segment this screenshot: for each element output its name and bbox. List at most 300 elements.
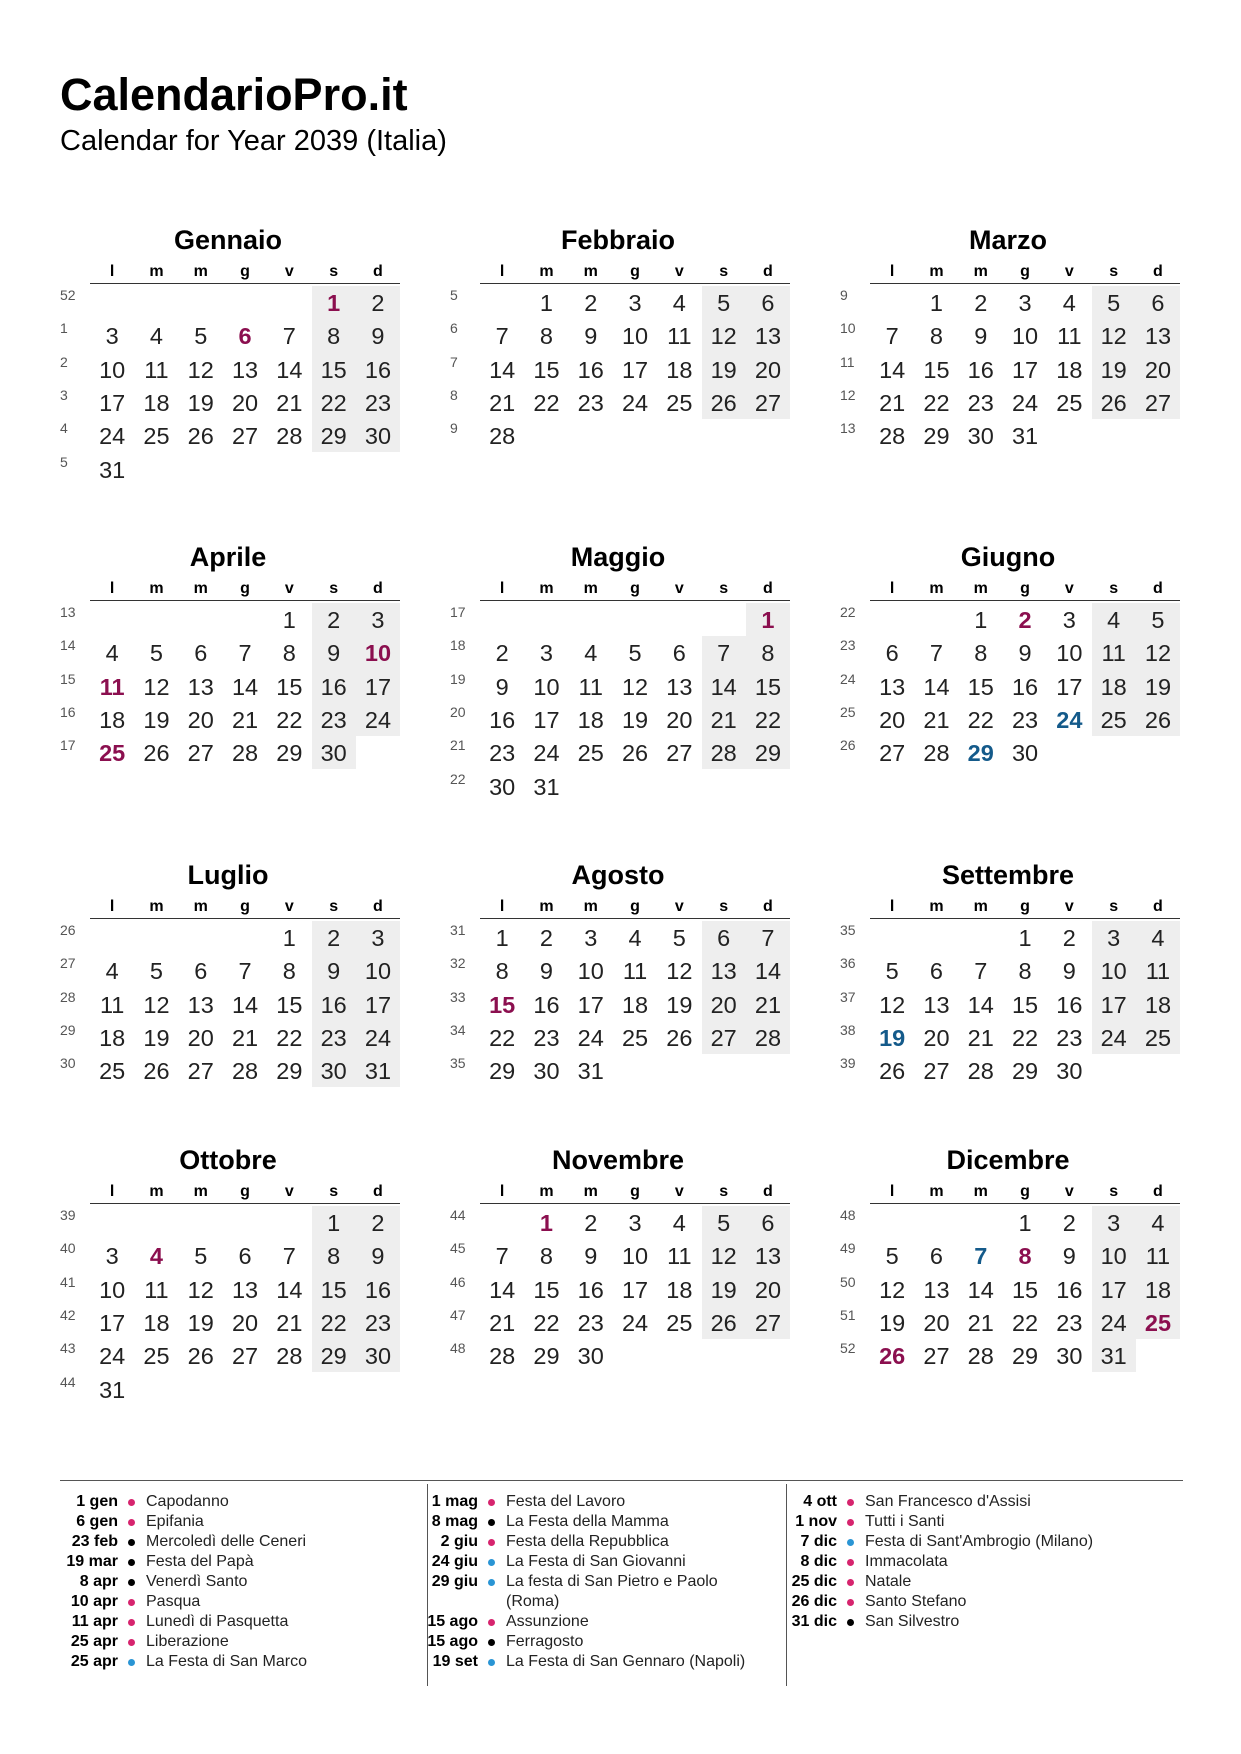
holiday-name: Festa del Papà [146, 1553, 254, 1570]
day-cell: 18 [99, 706, 126, 733]
holiday-date: 8 dic [800, 1553, 837, 1570]
holiday-day-cell: 11 [99, 673, 125, 700]
day-cell: 3 [371, 925, 385, 951]
day-cell: 12 [621, 673, 649, 700]
week-number: 26 [840, 737, 856, 754]
weekday-label: m [149, 263, 164, 280]
day-cell: 12 [879, 991, 906, 1018]
holiday-date: 24 giu [431, 1553, 478, 1570]
holiday-date: 23 feb [71, 1533, 118, 1550]
week-number: 36 [840, 955, 856, 972]
day-cell: 20 [923, 1024, 950, 1051]
day-cell: 4 [584, 640, 598, 667]
holiday-day-cell: 7 [974, 1243, 988, 1270]
day-cell: 9 [1062, 958, 1076, 985]
weekday-header [870, 580, 1180, 601]
day-cell: 30 [577, 1343, 604, 1370]
month-name: Aprile [189, 542, 267, 572]
day-cell: 9 [584, 323, 598, 350]
day-cell: 27 [923, 1343, 950, 1370]
day-cell: 4 [672, 1210, 686, 1236]
day-cell: 17 [1056, 673, 1083, 700]
weekday-header [90, 898, 400, 919]
day-cell: 19 [666, 991, 693, 1018]
day-cell: 21 [967, 1309, 994, 1336]
day-cell: 5 [149, 640, 163, 667]
day-cell: 7 [238, 640, 252, 667]
holiday-date: 1 gen [76, 1493, 118, 1510]
day-cell: 22 [276, 1024, 303, 1051]
day-cell: 26 [187, 423, 214, 450]
day-cell: 27 [187, 1058, 214, 1085]
day-cell: 24 [1100, 1024, 1127, 1051]
weekday-label: l [499, 580, 505, 597]
day-cell: 10 [99, 1276, 126, 1303]
holiday-type-dot-icon [488, 1519, 495, 1526]
day-cell: 21 [923, 706, 950, 733]
day-cell: 9 [495, 673, 509, 700]
weekday-label: d [763, 580, 773, 597]
holiday-day-cell: 2 [1018, 607, 1032, 633]
week-number: 37 [840, 988, 856, 1005]
holiday-date: 29 giu [431, 1573, 478, 1590]
day-cell: 30 [489, 773, 516, 800]
weekday-label: l [109, 580, 115, 597]
week-number: 34 [450, 1021, 466, 1038]
day-cell: 10 [621, 1243, 649, 1270]
week-number: 8 [450, 386, 458, 403]
day-cell: 28 [231, 1058, 259, 1085]
day-cell: 26 [879, 1058, 906, 1085]
day-cell: 24 [533, 740, 560, 767]
day-cell: 31 [364, 1058, 392, 1085]
weekday-label: v [1064, 1183, 1074, 1200]
day-cell: 20 [666, 706, 693, 733]
day-cell: 2 [584, 290, 598, 316]
holiday-day-cell: 8 [1018, 1243, 1032, 1270]
day-cell: 26 [187, 1343, 214, 1370]
day-cell: 25 [666, 389, 693, 416]
day-cell: 10 [99, 356, 126, 383]
day-cell: 5 [194, 323, 208, 350]
weekday-header [870, 898, 1180, 919]
day-cell: 6 [194, 958, 208, 985]
month-name: Gennaio [173, 225, 282, 255]
day-cell: 1 [327, 1210, 341, 1236]
day-cell: 11 [144, 356, 169, 383]
day-cell: 13 [710, 958, 737, 985]
week-number: 22 [450, 770, 466, 787]
day-cell: 21 [276, 389, 303, 416]
day-cell: 20 [754, 1276, 782, 1303]
day-cell: 27 [754, 389, 782, 416]
holiday-name: Capodanno [146, 1493, 229, 1510]
week-number: 17 [450, 604, 466, 620]
weekday-label: m [193, 263, 208, 280]
day-cell: 22 [1011, 1309, 1039, 1336]
day-cell: 4 [1151, 925, 1165, 951]
page-subtitle: Calendar for Year 2039 (Italia) [60, 125, 447, 157]
weekday-label: s [719, 898, 729, 915]
day-cell: 14 [276, 1276, 303, 1303]
day-cell: 16 [1056, 1276, 1083, 1303]
holiday-date: 15 ago [427, 1633, 478, 1650]
day-cell: 7 [974, 958, 988, 985]
holiday-day-cell: 4 [149, 1243, 163, 1270]
holiday-type-dot-icon [488, 1659, 495, 1666]
weekday-header [480, 898, 790, 919]
day-cell: 6 [761, 1210, 775, 1236]
day-cell: 18 [1100, 673, 1127, 700]
weekday-label: m [583, 1183, 598, 1200]
day-cell: 29 [320, 1343, 347, 1370]
weekday-label: v [284, 1183, 294, 1200]
day-cell: 21 [276, 1309, 303, 1336]
day-cell: 16 [1011, 673, 1039, 700]
weekday-label: m [583, 580, 598, 597]
day-cell: 13 [923, 991, 950, 1018]
day-cell: 7 [282, 323, 296, 350]
day-cell: 30 [533, 1058, 560, 1085]
day-cell: 14 [489, 1276, 516, 1303]
day-cell: 22 [276, 706, 303, 733]
weekday-label: g [240, 898, 250, 915]
holiday-name: Festa di Sant'Ambrogio (Milano) [865, 1533, 1094, 1550]
day-cell: 28 [231, 740, 259, 767]
day-cell: 11 [578, 673, 603, 700]
day-cell: 16 [320, 991, 347, 1018]
day-cell: 27 [879, 740, 906, 767]
holiday-date: 10 apr [70, 1593, 118, 1610]
day-cell: 13 [879, 673, 906, 700]
day-cell: 13 [231, 1276, 259, 1303]
day-cell: 9 [327, 958, 341, 985]
weekday-label: m [929, 1183, 944, 1200]
day-cell: 24 [364, 1024, 392, 1051]
day-cell: 25 [143, 423, 170, 450]
day-cell: 18 [99, 1024, 126, 1051]
day-cell: 19 [187, 389, 214, 416]
day-cell: 25 [577, 740, 604, 767]
week-number: 44 [60, 1373, 76, 1390]
day-cell: 6 [194, 640, 208, 667]
day-cell: 23 [577, 1309, 604, 1336]
week-number: 14 [60, 637, 76, 654]
day-cell: 21 [231, 706, 259, 733]
day-cell: 21 [231, 1024, 259, 1051]
day-cell: 1 [282, 607, 296, 633]
day-cell: 17 [1100, 991, 1127, 1018]
day-cell: 5 [717, 1210, 731, 1236]
weekday-label: v [1064, 898, 1074, 915]
day-cell: 9 [371, 1243, 385, 1270]
week-number: 13 [840, 420, 856, 437]
day-cell: 15 [754, 673, 782, 700]
weekday-label: l [109, 898, 115, 915]
day-cell: 3 [628, 290, 642, 316]
day-cell: 13 [666, 673, 693, 700]
week-number: 42 [60, 1306, 76, 1323]
day-cell: 13 [754, 1243, 782, 1270]
site-title: CalendarioPro.it [60, 69, 408, 120]
holiday-date: 25 dic [791, 1573, 837, 1590]
day-cell: 4 [672, 290, 686, 316]
weekday-label: s [719, 263, 729, 280]
weekday-label: s [1109, 263, 1119, 280]
weekday-label: v [284, 263, 294, 280]
day-cell: 19 [621, 706, 649, 733]
day-cell: 30 [1056, 1343, 1083, 1370]
day-cell: 9 [327, 640, 341, 667]
weekday-label: d [763, 263, 773, 280]
weekday-label: l [109, 1183, 115, 1200]
day-cell: 17 [621, 1276, 649, 1303]
day-cell: 28 [879, 423, 906, 450]
day-cell: 18 [1144, 1276, 1172, 1303]
holiday-type-dot-icon [128, 1639, 135, 1646]
week-number: 40 [60, 1240, 76, 1257]
day-cell: 17 [364, 673, 392, 700]
holiday-day-cell: 1 [539, 1210, 553, 1236]
day-cell: 18 [143, 389, 170, 416]
weekday-label: m [929, 263, 944, 280]
day-cell: 11 [144, 1276, 169, 1303]
day-cell: 6 [761, 290, 775, 316]
day-cell: 7 [929, 640, 943, 667]
day-cell: 4 [628, 925, 642, 951]
day-cell: 26 [143, 740, 170, 767]
weekday-header [480, 1183, 790, 1204]
holiday-date: 8 apr [79, 1573, 118, 1590]
holiday-type-dot-icon [488, 1579, 495, 1586]
day-cell: 19 [143, 1024, 170, 1051]
weekday-label: m [149, 580, 164, 597]
holiday-name: Festa della Repubblica [506, 1533, 669, 1550]
day-cell: 2 [327, 607, 341, 633]
day-cell: 12 [187, 356, 214, 383]
holiday-day-cell: 26 [879, 1343, 906, 1370]
day-cell: 23 [1056, 1309, 1083, 1336]
weekday-label: m [193, 898, 208, 915]
month-name: Maggio [570, 542, 666, 572]
day-cell: 3 [628, 1210, 642, 1236]
day-cell: 18 [666, 356, 693, 383]
day-cell: 30 [320, 1058, 347, 1085]
day-cell: 29 [754, 740, 782, 767]
day-cell: 3 [105, 323, 119, 350]
week-number: 22 [840, 604, 856, 620]
week-number: 31 [450, 922, 466, 938]
week-number: 28 [60, 988, 76, 1005]
week-number: 16 [60, 703, 76, 720]
day-cell: 2 [539, 925, 553, 951]
day-cell: 24 [364, 706, 392, 733]
day-cell: 24 [577, 1024, 604, 1051]
weekday-label: l [889, 263, 895, 280]
day-cell: 22 [1011, 1024, 1039, 1051]
day-cell: 21 [967, 1024, 994, 1051]
day-cell: 26 [1100, 389, 1127, 416]
weekday-header [480, 263, 790, 284]
week-number: 48 [840, 1207, 856, 1223]
day-cell: 2 [327, 925, 341, 951]
day-cell: 25 [143, 1343, 170, 1370]
day-cell: 23 [364, 389, 392, 416]
day-cell: 4 [1151, 1210, 1165, 1236]
weekday-label: l [109, 263, 115, 280]
weekday-label: l [499, 898, 505, 915]
week-number: 45 [450, 1240, 466, 1257]
day-cell: 12 [187, 1276, 214, 1303]
day-cell: 29 [320, 423, 347, 450]
day-cell: 12 [666, 958, 693, 985]
week-number: 9 [840, 287, 848, 303]
day-cell: 15 [1011, 991, 1039, 1018]
day-cell: 13 [187, 673, 214, 700]
week-number: 18 [450, 637, 466, 654]
holiday-date: 8 mag [431, 1513, 478, 1530]
holiday-day-cell: 10 [364, 640, 392, 667]
week-number: 1 [60, 320, 68, 337]
day-cell: 8 [539, 323, 553, 350]
day-cell: 24 [1011, 389, 1039, 416]
holiday-date: 1 mag [431, 1493, 478, 1510]
day-cell: 13 [231, 356, 259, 383]
week-number: 35 [840, 922, 856, 938]
holiday-day-cell: 25 [1144, 1309, 1172, 1336]
day-cell: 30 [364, 423, 392, 450]
day-cell: 5 [1107, 290, 1121, 316]
weekday-label: m [583, 263, 598, 280]
day-cell: 13 [1144, 323, 1172, 350]
day-cell: 12 [879, 1276, 906, 1303]
weekday-label: s [329, 1183, 339, 1200]
day-cell: 29 [276, 1058, 303, 1085]
day-cell: 8 [327, 1243, 341, 1270]
day-cell: 16 [320, 673, 347, 700]
day-cell: 1 [1018, 925, 1032, 951]
day-cell: 11 [1057, 323, 1082, 350]
week-number: 47 [450, 1306, 466, 1323]
weekday-label: d [1153, 1183, 1163, 1200]
day-cell: 10 [1056, 640, 1083, 667]
holiday-day-cell: 1 [761, 607, 775, 633]
day-cell: 25 [621, 1024, 649, 1051]
weekday-label: l [499, 263, 505, 280]
holiday-type-dot-icon [128, 1599, 135, 1606]
day-cell: 8 [1018, 958, 1032, 985]
day-cell: 2 [1062, 925, 1076, 951]
day-cell: 24 [99, 1343, 126, 1370]
day-cell: 19 [1144, 673, 1172, 700]
day-cell: 7 [495, 1243, 509, 1270]
weekday-label: d [373, 898, 383, 915]
week-number: 46 [450, 1273, 466, 1290]
holiday-date: 15 ago [427, 1613, 478, 1630]
day-cell: 11 [99, 991, 125, 1018]
day-cell: 23 [533, 1024, 560, 1051]
weekday-label: v [284, 580, 294, 597]
day-cell: 27 [923, 1058, 950, 1085]
weekday-label: s [1109, 1183, 1119, 1200]
holiday-type-dot-icon [128, 1499, 135, 1506]
week-number: 15 [60, 670, 76, 687]
holiday-day-cell: 24 [1056, 706, 1083, 733]
day-cell: 14 [879, 356, 906, 383]
day-cell: 23 [967, 389, 994, 416]
holiday-type-dot-icon [128, 1559, 135, 1566]
day-cell: 22 [533, 389, 560, 416]
week-number: 20 [450, 703, 466, 720]
holiday-name: La Festa di San Giovanni [506, 1553, 686, 1570]
day-cell: 7 [282, 1243, 296, 1270]
weekday-label: l [889, 580, 895, 597]
day-cell: 22 [489, 1024, 516, 1051]
day-cell: 25 [1056, 389, 1083, 416]
week-number: 23 [840, 637, 856, 654]
weekday-label: m [583, 898, 598, 915]
month-name: Febbraio [560, 225, 675, 255]
day-cell: 11 [1101, 640, 1126, 667]
day-cell: 23 [1011, 706, 1039, 733]
week-number: 39 [840, 1055, 856, 1072]
day-cell: 14 [276, 356, 303, 383]
weekday-label: s [719, 580, 729, 597]
holiday-date: 19 mar [66, 1553, 118, 1570]
day-cell: 8 [929, 323, 943, 350]
day-cell: 15 [923, 356, 950, 383]
day-cell: 5 [717, 290, 731, 316]
weekday-label: d [763, 898, 773, 915]
day-cell: 14 [231, 673, 259, 700]
weekday-label: m [973, 1183, 988, 1200]
day-cell: 15 [276, 991, 303, 1018]
day-cell: 16 [1056, 991, 1083, 1018]
holiday-name: Immacolata [865, 1553, 948, 1570]
weekday-label: m [539, 898, 554, 915]
day-cell: 30 [1011, 740, 1039, 767]
holiday-day-cell: 6 [238, 323, 252, 350]
weekday-label: l [889, 1183, 895, 1200]
holiday-name: Venerdì Santo [146, 1573, 248, 1590]
week-number: 24 [840, 670, 856, 687]
day-cell: 7 [495, 323, 509, 350]
weekday-label: v [1064, 263, 1074, 280]
holiday-name: Assunzione [506, 1613, 589, 1630]
day-cell: 22 [533, 1309, 560, 1336]
day-cell: 8 [761, 640, 775, 667]
month-name: Settembre [941, 860, 1075, 890]
day-cell: 1 [495, 925, 509, 951]
day-cell: 29 [1011, 1058, 1039, 1085]
day-cell: 16 [364, 1276, 392, 1303]
weekday-label: m [973, 263, 988, 280]
holiday-name: San Silvestro [865, 1613, 960, 1630]
day-cell: 2 [371, 290, 385, 316]
month-name: Giugno [960, 542, 1056, 572]
weekday-label: d [1153, 263, 1163, 280]
day-cell: 23 [320, 706, 347, 733]
holiday-date: 11 apr [71, 1613, 118, 1630]
holiday-name: La Festa di San Gennaro (Napoli) [506, 1653, 746, 1670]
day-cell: 12 [1100, 323, 1127, 350]
holiday-name: Natale [865, 1573, 912, 1590]
day-cell: 10 [1100, 1243, 1127, 1270]
day-cell: 28 [276, 1343, 303, 1370]
day-cell: 25 [1100, 706, 1127, 733]
holiday-type-dot-icon [847, 1559, 854, 1566]
day-cell: 10 [364, 958, 392, 985]
